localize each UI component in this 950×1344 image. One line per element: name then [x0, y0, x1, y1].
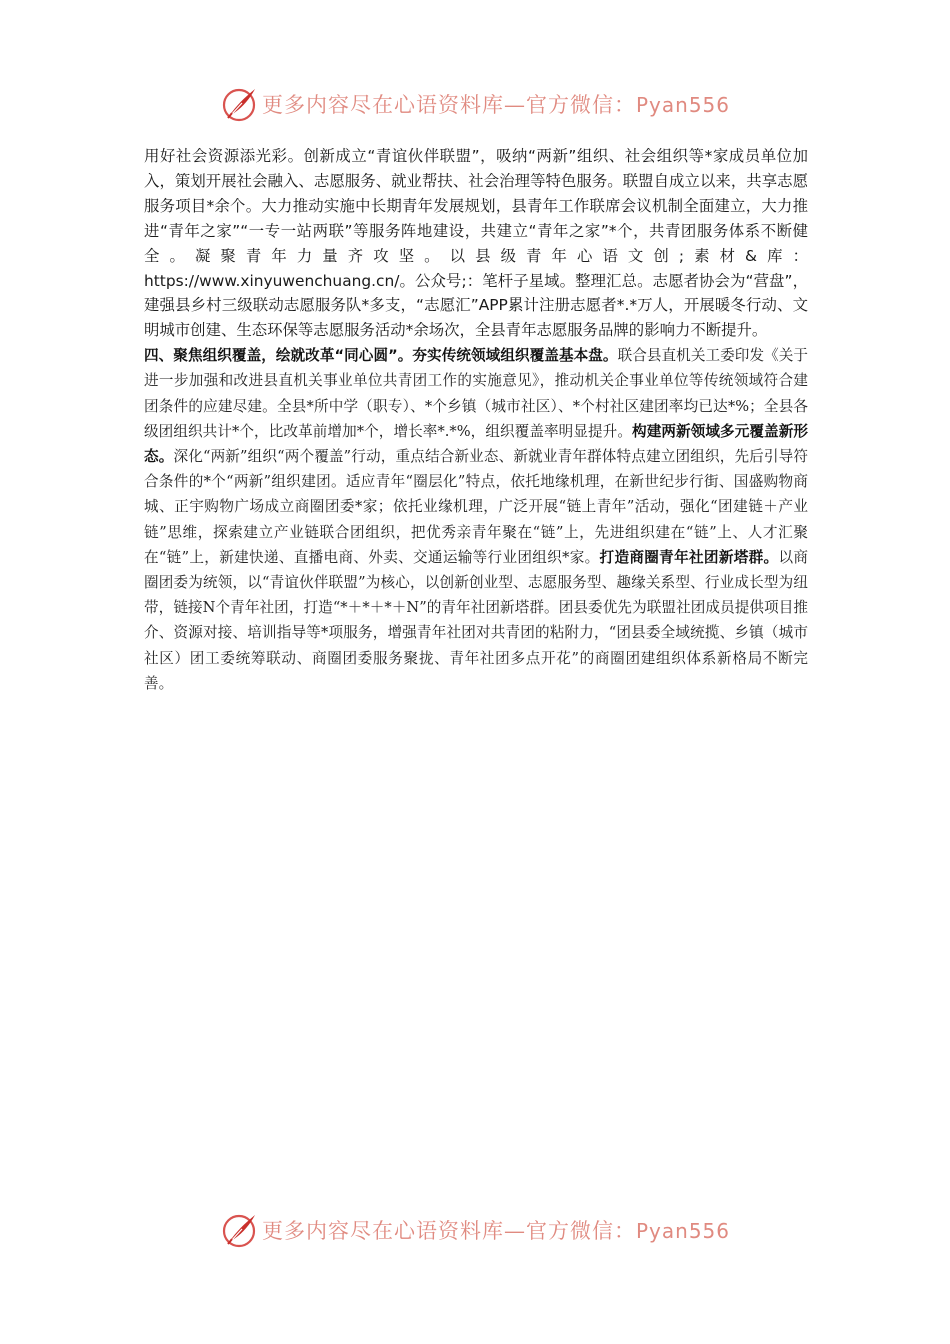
- subheading-c: 打造商圈青年社团新塔群。: [599, 548, 779, 566]
- banner-title: 更多内容尽在心语资料库: [261, 1219, 504, 1243]
- banner-wechat-id: Pyan556: [635, 93, 730, 117]
- paragraph-2-text-a: 联合县直机关工委印发《关于进一步加强和改进县直机关事业单位共青团工作的实施意见》，推动机关企事业单位等传统领域符合建团条件的应建尽建。全县*所中学（职专）、*个乡镇（城市社区）、*个村社区建团率均已达*%；全县各级团组织共计*个，比改革前增加*个，增长率*.*%，组织覆盖率明显提升。: [144, 347, 808, 440]
- paragraph-2: [144, 343, 808, 696]
- banner-wechat-id: Pyan556: [635, 1219, 730, 1243]
- section-heading: 四、聚焦组织覆盖，绘就改革“同心圆”。夯实传统领域组织覆盖基本盘。: [144, 347, 618, 365]
- banner-separator: —: [503, 93, 526, 117]
- quill-logo-icon: [220, 1210, 260, 1250]
- paragraph-2-text-b: 深化“两新”组织“两个覆盖”行动，重点结合新业态、新就业青年群体特点建立团组织，先后引导符合条件的*个“两新”组织建团。适应青年“圈层化”特点，依托地缘机理，在新世纪步行街、国盛购物商城、正宇购物广场成立商圈团委*家；依托业缘机理，广泛开展“链上青年”活动，强化“团建链＋产业链”思维，探索建立产业链联合团组织，把优秀亲青年聚在“链”上，先进组织建在“链”上、人才汇聚在“链”上，新建快递、直播电商、外卖、交通运输等行业团组织*家。: [144, 448, 808, 566]
- subheading-b: 构建两新领域多元覆盖新形态。: [144, 422, 808, 466]
- paragraph-2-text-c: 以商圈团委为统领，以“青谊伙伴联盟”为核心，以创新创业型、志愿服务型、趣缘关系型、行业成长型为纽带，链接N个青年社团，打造“*＋*＋*＋N”的青年社团新塔群。团县委优先为联盟社团成员提供项目推介、资源对接、培训指导等*项服务，增强青年社团对共青团的粘附力，“团县委全域统揽、乡镇（城市社区）团工委统筹联动、商圈团委服务聚拢、青年社团多点开花”的商圈团建组织体系新格局不断完善。: [144, 548, 808, 692]
- quill-logo-icon: [220, 84, 260, 124]
- banner-suffix: 官方微信：: [525, 1219, 636, 1243]
- footer-banner: [0, 1208, 950, 1252]
- banner-suffix: 官方微信：: [525, 93, 636, 117]
- header-banner: [0, 82, 950, 126]
- banner-text: [262, 1215, 730, 1245]
- banner-separator: —: [503, 1219, 526, 1243]
- document-body: [144, 144, 808, 696]
- banner-title: 更多内容尽在心语资料库: [261, 93, 504, 117]
- banner-text: [262, 89, 730, 119]
- paragraph-1: 用好社会资源添光彩。创新成立“青谊伙伴联盟”，吸纳“两新”组织、社会组织等*家成员单位加入，策划开展社会融入、志愿服务、就业帮扶、社会治理等特色服务。联盟自成立以来，共享志愿服务项目*余个。大力推动实施中长期青年发展规划，县青年工作联席会议机制全面建立，大力推进“青年之家”“一专一站两联”等服务阵地建设，共建立“青年之家”*个，共青团服务体系不断健全。凝聚青年力量齐攻坚。以县级青年心语文创;素材&库：https://www.xinyuwenchuang.cn/。公众号;：笔杆子星域。整理汇总。志愿者协会为“营盘”，建强县乡村三级联动志愿服务队*多支，“志愿汇”APP累计注册志愿者*.*万人，开展暖冬行动、文明城市创建、生态环保等志愿服务活动*余场次，全县青年志愿服务品牌的影响力不断提升。: [144, 147, 808, 340]
